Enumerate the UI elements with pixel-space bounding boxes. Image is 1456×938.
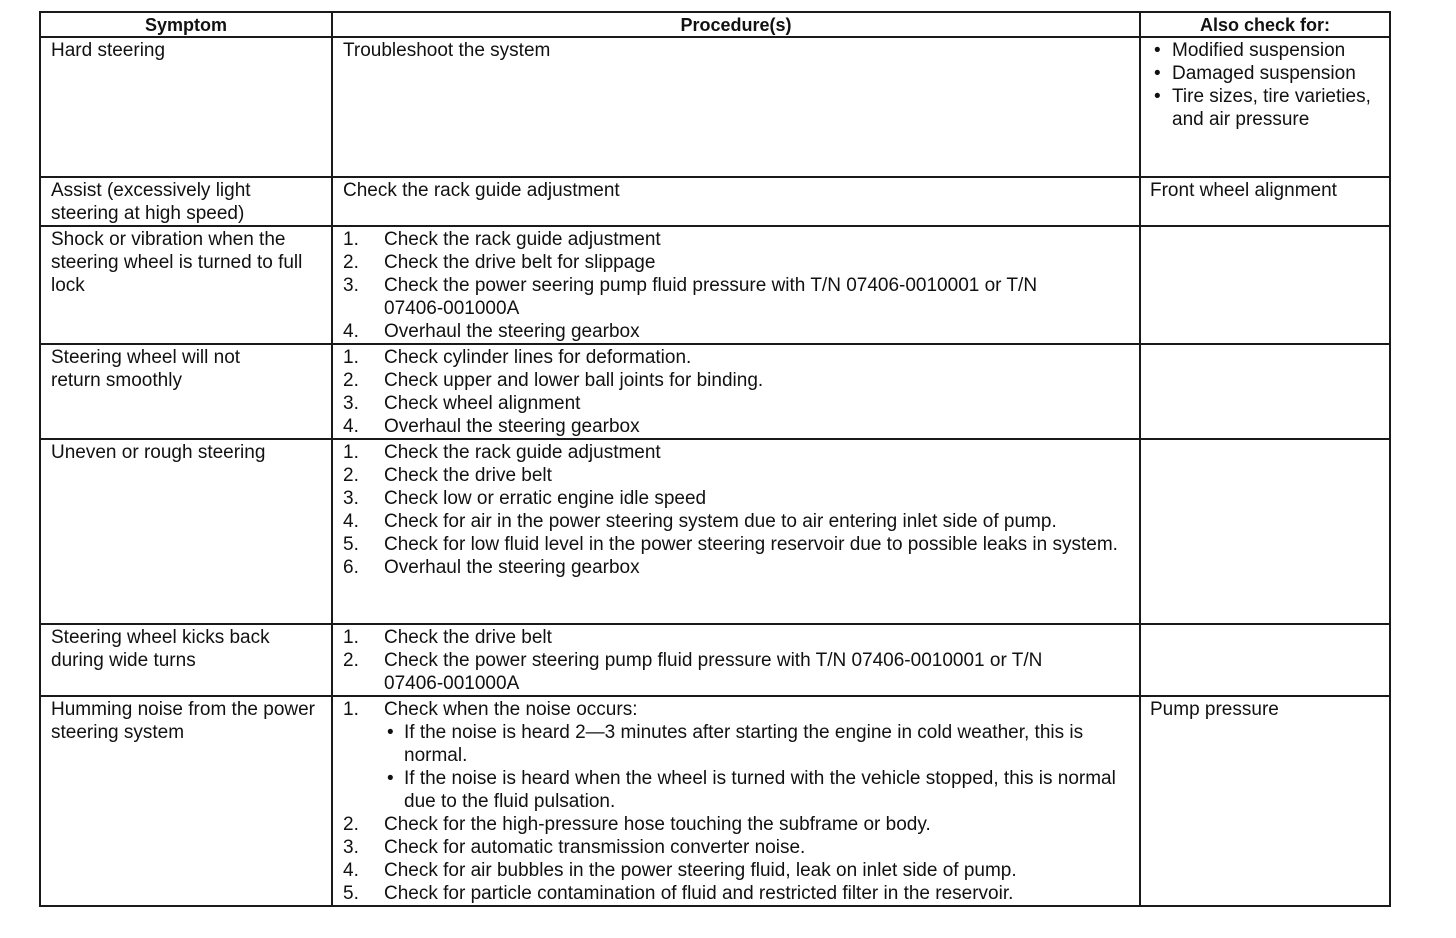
procedure-cell xyxy=(332,439,1140,624)
symptom-cell: Humming noise from the power steering system xyxy=(40,696,332,906)
procedure-list xyxy=(343,626,1121,695)
also-check-item: • Modified suspension xyxy=(1154,40,1346,61)
procedure-step: 2. Check the drive belt xyxy=(343,465,552,486)
also-check-cell: Front wheel alignment xyxy=(1140,177,1390,226)
header-also-check: Also check for: xyxy=(1140,12,1390,37)
table-row xyxy=(40,37,1390,177)
procedure-step: 4. Overhaul the steering gearbox xyxy=(343,321,640,342)
bullet-icon: • xyxy=(1154,63,1161,84)
procedure-list xyxy=(343,698,1121,905)
also-check-list xyxy=(1150,39,1383,131)
also-check-item: • Tire sizes, tire varieties, and air pressure xyxy=(1154,86,1371,130)
procedure-step: 1. Check cylinder lines for deformation. xyxy=(343,347,692,368)
also-check-cell xyxy=(1140,344,1390,439)
procedure-cell xyxy=(332,344,1140,439)
procedure-cell: Troubleshoot the system xyxy=(332,37,1140,177)
bullet-icon: • xyxy=(1154,40,1161,61)
procedure-step: 1. Check the rack guide adjustment xyxy=(343,442,661,463)
procedure-step: 3. Check wheel alignment xyxy=(343,393,581,414)
procedure-list xyxy=(343,228,1121,343)
symptom-cell: Uneven or rough steering xyxy=(40,439,332,624)
bullet-icon: • xyxy=(1154,86,1161,107)
also-check-cell xyxy=(1140,226,1390,344)
procedure-step: 1. Check the rack guide adjustment xyxy=(343,229,661,250)
procedure-substep-list xyxy=(384,721,1121,813)
symptom-cell: Shock or vibration when the steering wheel is turned to full lock xyxy=(40,226,332,344)
procedure-step: 4. Check for air bubbles in the power steering fluid, leak on inlet side of pump. xyxy=(343,860,1017,881)
also-check-cell xyxy=(1140,624,1390,696)
symptom-cell: Steering wheel will not return smoothly xyxy=(40,344,332,439)
symptom-cell: Hard steering xyxy=(40,37,332,177)
procedure-step: 3. Check for automatic transmission converter noise. xyxy=(343,837,806,858)
table-row xyxy=(40,177,1390,226)
table-row xyxy=(40,696,1390,906)
header-row xyxy=(40,12,1390,37)
procedure-step: 2. Check for the high-pressure hose touching the subframe or body. xyxy=(343,814,931,835)
troubleshooting-table xyxy=(39,11,1391,907)
header-procedures: Procedure(s) xyxy=(332,12,1140,37)
also-check-cell xyxy=(1140,37,1390,177)
procedure-step: 2. Check the drive belt for slippage xyxy=(343,252,656,273)
procedure-step: 5. Check for low fluid level in the power steering reservoir due to possible leaks in system. xyxy=(343,534,1118,555)
procedure-step: 3. Check the power seering pump fluid pressure with T/N 07406-0010001 or T/N 07406-001000A xyxy=(343,275,1038,319)
symptom-cell: Assist (excessively light steering at high speed) xyxy=(40,177,332,226)
also-check-item: • Damaged suspension xyxy=(1154,63,1356,84)
table-row xyxy=(40,226,1390,344)
procedure-list xyxy=(343,441,1121,579)
bullet-icon: • xyxy=(387,768,394,789)
procedure-substep: • If the noise is heard when the wheel is turned with the vehicle stopped, this is normal due to the fluid pulsation. xyxy=(387,768,1116,812)
procedure-step: 4. Overhaul the steering gearbox xyxy=(343,416,640,437)
procedure-step: 1. Check the drive belt xyxy=(343,627,552,648)
header-symptom: Symptom xyxy=(40,12,332,37)
table-row xyxy=(40,344,1390,439)
procedure-substep: • If the noise is heard 2—3 minutes after starting the engine in cold weather, this is normal. xyxy=(387,722,1084,766)
procedure-step: 5. Check for particle contamination of fluid and restricted filter in the reservoir. xyxy=(343,883,1014,904)
procedure-step: 2. Check upper and lower ball joints for binding. xyxy=(343,370,764,391)
procedure-cell xyxy=(332,696,1140,906)
also-check-cell xyxy=(1140,439,1390,624)
symptom-cell: Steering wheel kicks back during wide turns xyxy=(40,624,332,696)
procedure-list xyxy=(343,346,1121,438)
procedure-step: 6. Overhaul the steering gearbox xyxy=(343,557,640,578)
procedure-cell: Check the rack guide adjustment xyxy=(332,177,1140,226)
procedure-step: 2. Check the power steering pump fluid pressure with T/N 07406-0010001 or T/N 07406-001000A xyxy=(343,650,1043,694)
procedure-step: 1. Check when the noise occurs: • If the noise is heard 2—3 minutes after starting the engine in cold weather, this is normal. • If the noise is heard when the wheel is turned with the vehicle stopped, this is normal due to the fluid pulsation. xyxy=(343,698,1121,813)
bullet-icon: • xyxy=(387,722,394,743)
table-row xyxy=(40,624,1390,696)
procedure-cell xyxy=(332,624,1140,696)
procedure-cell xyxy=(332,226,1140,344)
procedure-step: 3. Check low or erratic engine idle speed xyxy=(343,488,707,509)
also-check-cell: Pump pressure xyxy=(1140,696,1390,906)
procedure-step: 4. Check for air in the power steering system due to air entering inlet side of pump. xyxy=(343,511,1057,532)
table-row xyxy=(40,439,1390,624)
